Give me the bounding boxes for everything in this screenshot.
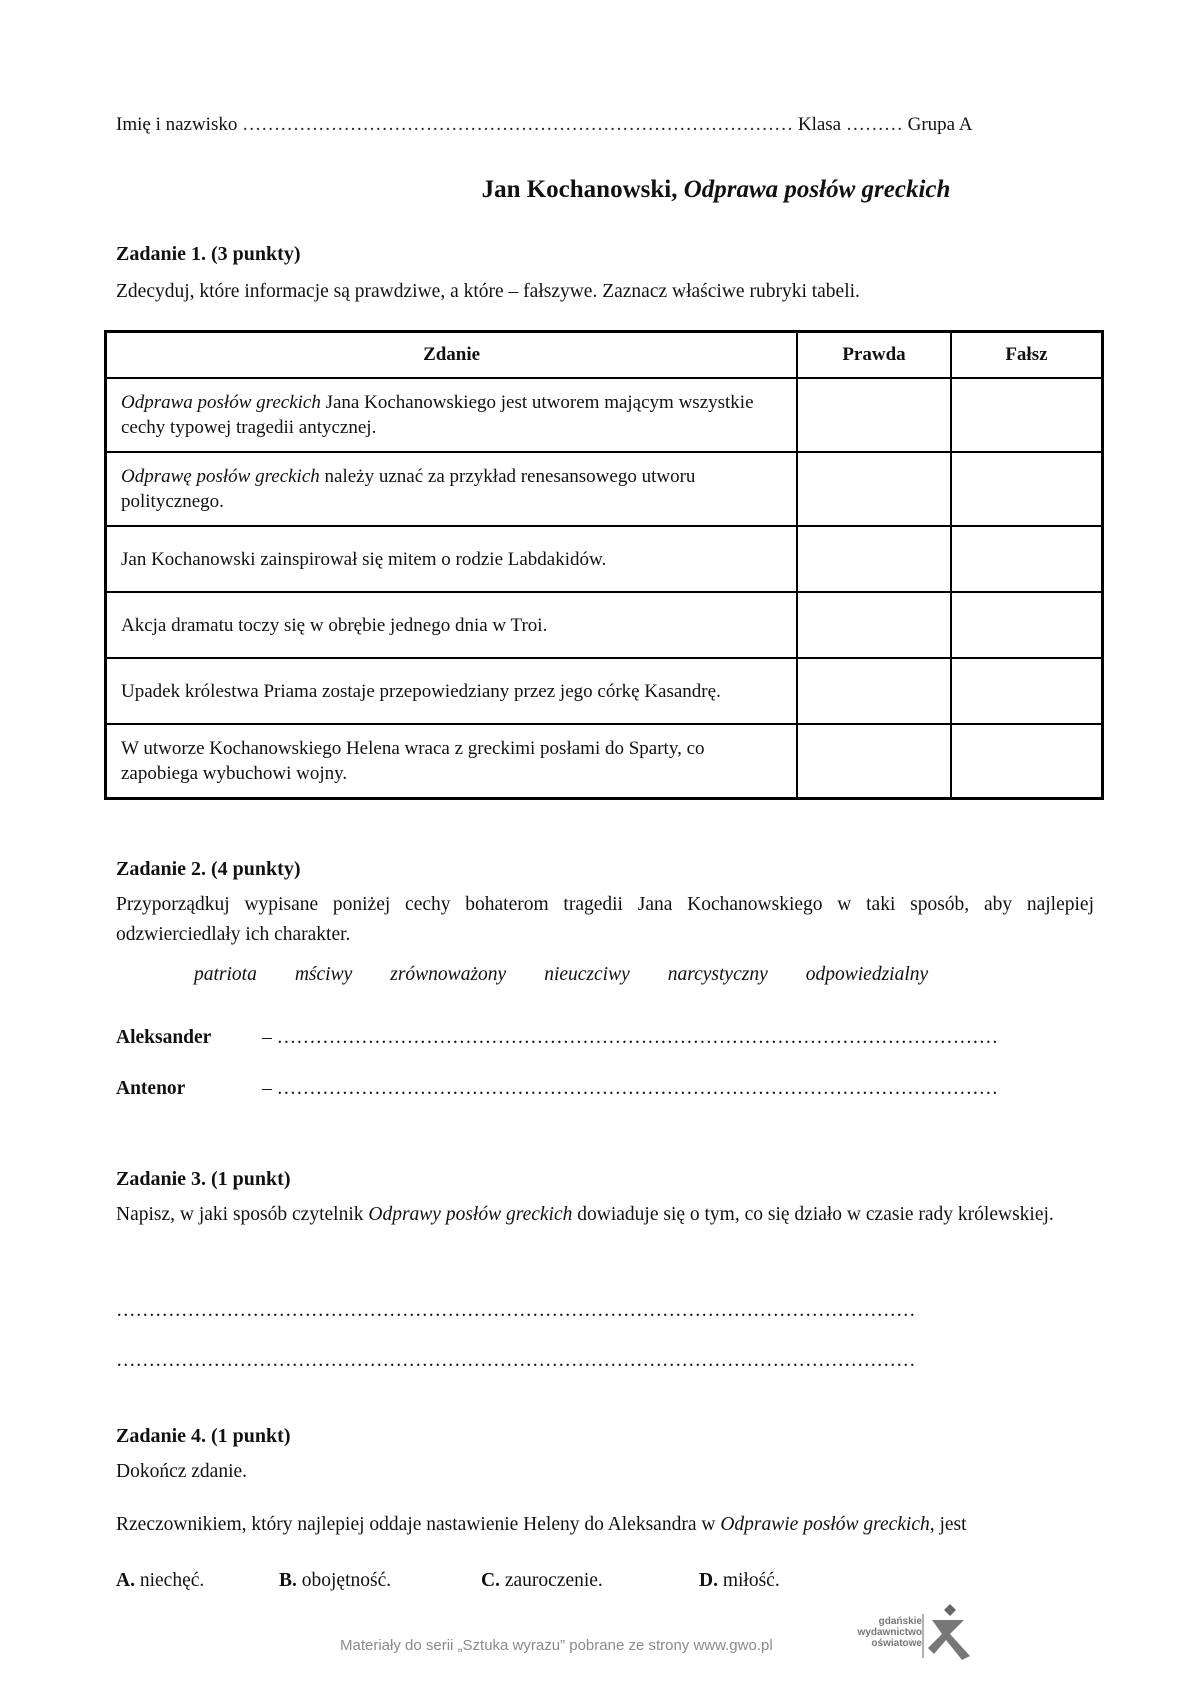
task4-heading: Zadanie 4. (1 punkt): [116, 1425, 291, 1447]
task4-sentence: [116, 1510, 1094, 1540]
statement-text: W utworze Kochanowskiego Helena wraca z greckimi posłami do Sparty, co zapobiega wybuchowi wojny.: [121, 737, 705, 784]
statement-italic: Odprawę posłów greckich: [121, 466, 320, 487]
statement-italic: Odprawa posłów greckich: [121, 392, 321, 413]
option-text: zauroczenie.: [499, 1570, 603, 1591]
false-checkbox-cell[interactable]: [951, 526, 1103, 592]
true-checkbox-cell[interactable]: [797, 658, 951, 724]
task2-instruction: Przyporządkuj wypisane poniżej cechy bohaterom tragedii Jana Kochanowskiego w taki sposób, aby najlepiej odzwierciedlały ich charakter.: [116, 894, 1094, 945]
statement-cell: [106, 724, 798, 798]
table-row: [106, 658, 1103, 724]
option-a[interactable]: [116, 1570, 279, 1592]
character-answer-field[interactable]: – …………………………………………………………………………………………………: [262, 1027, 999, 1048]
task3-heading: Zadanie 3. (1 punkt): [116, 1168, 291, 1190]
footer-source-note: Materiały do serii „Sztuka wyrazu” pobrane ze strony www.gwo.pl: [340, 1637, 773, 1654]
statement-text: należy uznać za przykład renesansowego utworu politycznego.: [121, 466, 696, 512]
answer-options: [116, 1570, 1094, 1592]
class-label: Klasa: [797, 114, 842, 135]
statement-cell: [106, 526, 798, 592]
statement-text: Upadek królestwa Priama zostaje przepowiedziany przez jego córkę Kasandrę.: [121, 680, 721, 702]
option-c[interactable]: [481, 1570, 699, 1592]
title-author: Jan Kochanowski,: [481, 176, 678, 203]
table-row: [106, 724, 1103, 798]
task3-instruction-after: dowiaduje się o tym, co się działo w czasie rady królewskiej.: [572, 1204, 1054, 1225]
statement-text: Jana Kochanowskiego jest utworem mającym wszystkie cechy typowej tragedii antycznej.: [121, 392, 754, 438]
character-answer-field[interactable]: – …………………………………………………………………………………………………: [262, 1078, 999, 1099]
character-name: Aleksander: [116, 1027, 212, 1048]
name-label: Imię i nazwisko: [116, 114, 238, 135]
class-field[interactable]: ………: [845, 114, 903, 135]
trait-item: odpowiedzialny: [805, 964, 929, 985]
task3-instruction-italic: Odprawy posłów greckich: [368, 1204, 573, 1225]
option-letter: C.: [481, 1570, 500, 1591]
trait-item: patriota: [194, 964, 257, 985]
table-row: [106, 592, 1103, 658]
logo-line: gdańskie: [878, 1616, 922, 1627]
option-b[interactable]: [279, 1570, 481, 1592]
task4-sentence-before: Rzeczownikiem, który najlepiej oddaje nastawienie Heleny do Aleksandra w: [116, 1514, 721, 1535]
task4-sentence-italic: Odprawie posłów greckich: [720, 1514, 930, 1535]
option-d[interactable]: [699, 1570, 780, 1592]
statement-text: Akcja dramatu toczy się w obrębie jednego dnia w Troi.: [121, 614, 548, 636]
col-header-false: Fałsz: [951, 332, 1103, 379]
statement-cell: [106, 378, 798, 452]
false-checkbox-cell[interactable]: [951, 658, 1103, 724]
character-answer-row: [116, 1078, 1094, 1100]
character-answer-row: [116, 1027, 1094, 1049]
statement-text: Jan Kochanowski zainspirował się mitem o rodzie Labdakidów.: [121, 548, 607, 570]
col-header-statement: Zdanie: [106, 332, 798, 379]
page-title: [116, 176, 1200, 204]
option-text: obojętność.: [296, 1570, 392, 1591]
task1-instruction: Zdecyduj, które informacje są prawdziwe, a które – fałszywe. Zaznacz właściwe rubryki tabeli.: [116, 281, 860, 302]
task1-heading: Zadanie 1. (3 punkty): [116, 243, 301, 265]
statement-cell: [106, 592, 798, 658]
col-header-true: Prawda: [797, 332, 951, 379]
gwo-logo-icon: [838, 1600, 988, 1664]
answer-line[interactable]: ……………………………………………………………………………………………………………: [116, 1300, 916, 1321]
table-row: [106, 378, 1103, 452]
false-checkbox-cell[interactable]: [951, 378, 1103, 452]
option-letter: B.: [279, 1570, 297, 1591]
option-text: niechęć.: [134, 1570, 205, 1591]
false-checkbox-cell[interactable]: [951, 452, 1103, 526]
trait-item: narcystyczny: [667, 964, 768, 985]
character-name: Antenor: [116, 1078, 186, 1099]
task3-instruction-before: Napisz, w jaki sposób czytelnik: [116, 1204, 369, 1225]
logo-line: wydawnictwo: [857, 1627, 922, 1638]
title-work: Odprawa posłów greckich: [683, 176, 951, 203]
task4-sentence-after: , jest: [929, 1514, 967, 1535]
statement-cell: [106, 658, 798, 724]
statement-cell: [106, 452, 798, 526]
true-checkbox-cell[interactable]: [797, 452, 951, 526]
logo-line: oświatowe: [871, 1638, 922, 1649]
trait-item: zrównoważony: [390, 964, 507, 985]
true-false-table: [104, 330, 1104, 800]
option-text: miłość.: [717, 1570, 780, 1591]
option-letter: A.: [116, 1570, 135, 1591]
task2-heading: Zadanie 2. (4 punkty): [116, 858, 301, 880]
answer-line[interactable]: ……………………………………………………………………………………………………………: [116, 1350, 916, 1371]
trait-list: [194, 964, 1034, 986]
table-row: [106, 526, 1103, 592]
true-checkbox-cell[interactable]: [797, 526, 951, 592]
false-checkbox-cell[interactable]: [951, 592, 1103, 658]
option-letter: D.: [699, 1570, 718, 1591]
name-class-group-line: [116, 114, 1094, 136]
table-row: [106, 452, 1103, 526]
true-checkbox-cell[interactable]: [797, 724, 951, 798]
false-checkbox-cell[interactable]: [951, 724, 1103, 798]
true-checkbox-cell[interactable]: [797, 592, 951, 658]
task4-instruction: Dokończ zdanie.: [116, 1461, 248, 1482]
trait-item: mściwy: [294, 964, 353, 985]
trait-item: nieuczciwy: [544, 964, 630, 985]
true-checkbox-cell[interactable]: [797, 378, 951, 452]
task3-instruction: [116, 1200, 1094, 1230]
name-field[interactable]: ……………………………………………………………………………: [242, 114, 794, 135]
group-label: Grupa A: [907, 114, 973, 135]
publisher-logo: [838, 1600, 988, 1664]
